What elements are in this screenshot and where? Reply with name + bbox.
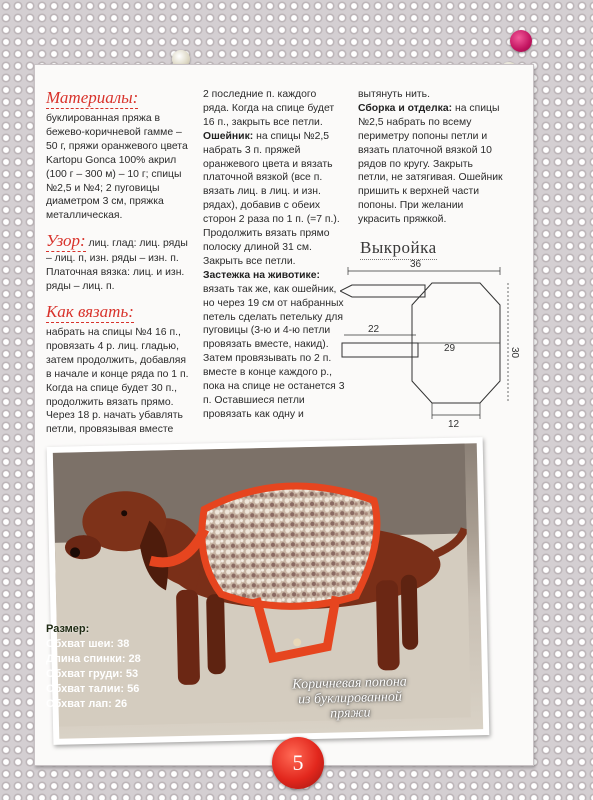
col3-intro: вытянуть нить. [358,89,430,100]
dim-center-label: 29 [444,343,456,354]
pink-pin-top-right [510,30,532,52]
dim-left-label: 22 [368,324,380,335]
dim-height-label: 30 [509,347,520,359]
collar-title: Ошейник: [203,130,254,142]
pattern-diagram [340,255,520,430]
page-number: 5 [292,750,304,775]
size-item: Обхват шеи: 38 [46,638,130,650]
dog-front-leg [176,590,200,685]
size-item: Длина спинки: 28 [46,653,141,665]
size-item: Обхват груди: 53 [46,668,139,680]
belly-text: вязать так же, как ошейник, но через 19 см от набранных петель сделать петельку для пуговицы (3-ю и 4-ю петли провязать вместе, накид). Затем провязывать по 2 п. вместе в конце каждого р., пока на спице не останется 3 п. Оставшиеся петли провязать как одну и [203,283,345,420]
howto-heading: Как вязать: [46,301,134,321]
diagram-collar-strap [340,285,425,297]
pattern-heading: Узор: [46,231,86,251]
size-item: Обхват талии: 56 [46,683,140,695]
size-item: Обхват лап: 26 [46,698,128,710]
caption-line: пряжи [330,705,371,722]
column-middle [203,88,345,422]
diagram-belly-strap [342,343,418,357]
dim-bottom-label: 12 [448,419,460,430]
caption-line: из буклированной [297,689,403,708]
belly-title: Застежка на животике: [203,269,320,281]
column-left [46,88,194,437]
pattern-text: лиц. глад: лиц. ряды – лиц. п, изн. ряды – изн. п. Платочная вязка: лиц. и изн. ряды – лиц. п. [46,238,188,293]
materials-heading: Материалы: [46,88,139,107]
photo-caption [229,673,470,724]
boucle-blanket [201,484,379,608]
size-list [46,622,141,712]
collar-text: на спицы №2,5 набрать 3 п. пряжей оранжевого цвета и вязать платочной вязкой (все п. вязать лиц. в лиц. и изн. рядах), добавив с обеих сторон 2 раза по 1 п. (=7 п.). Продолжить вязать прямо полоску длиной 31 см. Закрыть все петли. [203,130,340,267]
howto-text: набрать на спицы №4 16 п., провязать 4 р. лиц. гладью, затем продолжить, добавляя в начале и конце ряда по 1 п. Когда на спице будет 30 п., продолжить вязать прямо. Через 18 р. начать убавлять петли, провязывая вместе [46,326,189,436]
materials-text: буклированная пряжа в бежево-коричневой гамме – 50 г, пряжи оранжевого цвета Kartopu Gonca 100% акрил (100 г – 300 м) – 10 г; спицы №2,5 и №4; 2 пуговицы диаметром 3 см, пряжка металлическая. [46,113,188,222]
caption-line: Коричневая попона [292,674,408,693]
column-right [358,88,504,227]
assembly-text: на спицы №2,5 набрать по всему периметру попоны петли и вязать платочной вязкой 10 рядов по кругу. Закрыть петли, не затягивая. Ошейник пришить к верхней части попоны. При желании украсить пряжкой. [358,102,503,226]
dog-back-leg [376,580,400,670]
dim-top-label: 36 [410,259,422,270]
pattern-diagram-title: Выкройка [360,238,437,257]
assembly-title: Сборка и отделка: [358,102,453,114]
col2-intro: 2 последние п. каждого ряда. Когда на спице будет 16 п., закрыть все петли. [203,89,335,128]
size-title: Размер: [46,623,90,635]
page-number-badge [272,737,324,789]
